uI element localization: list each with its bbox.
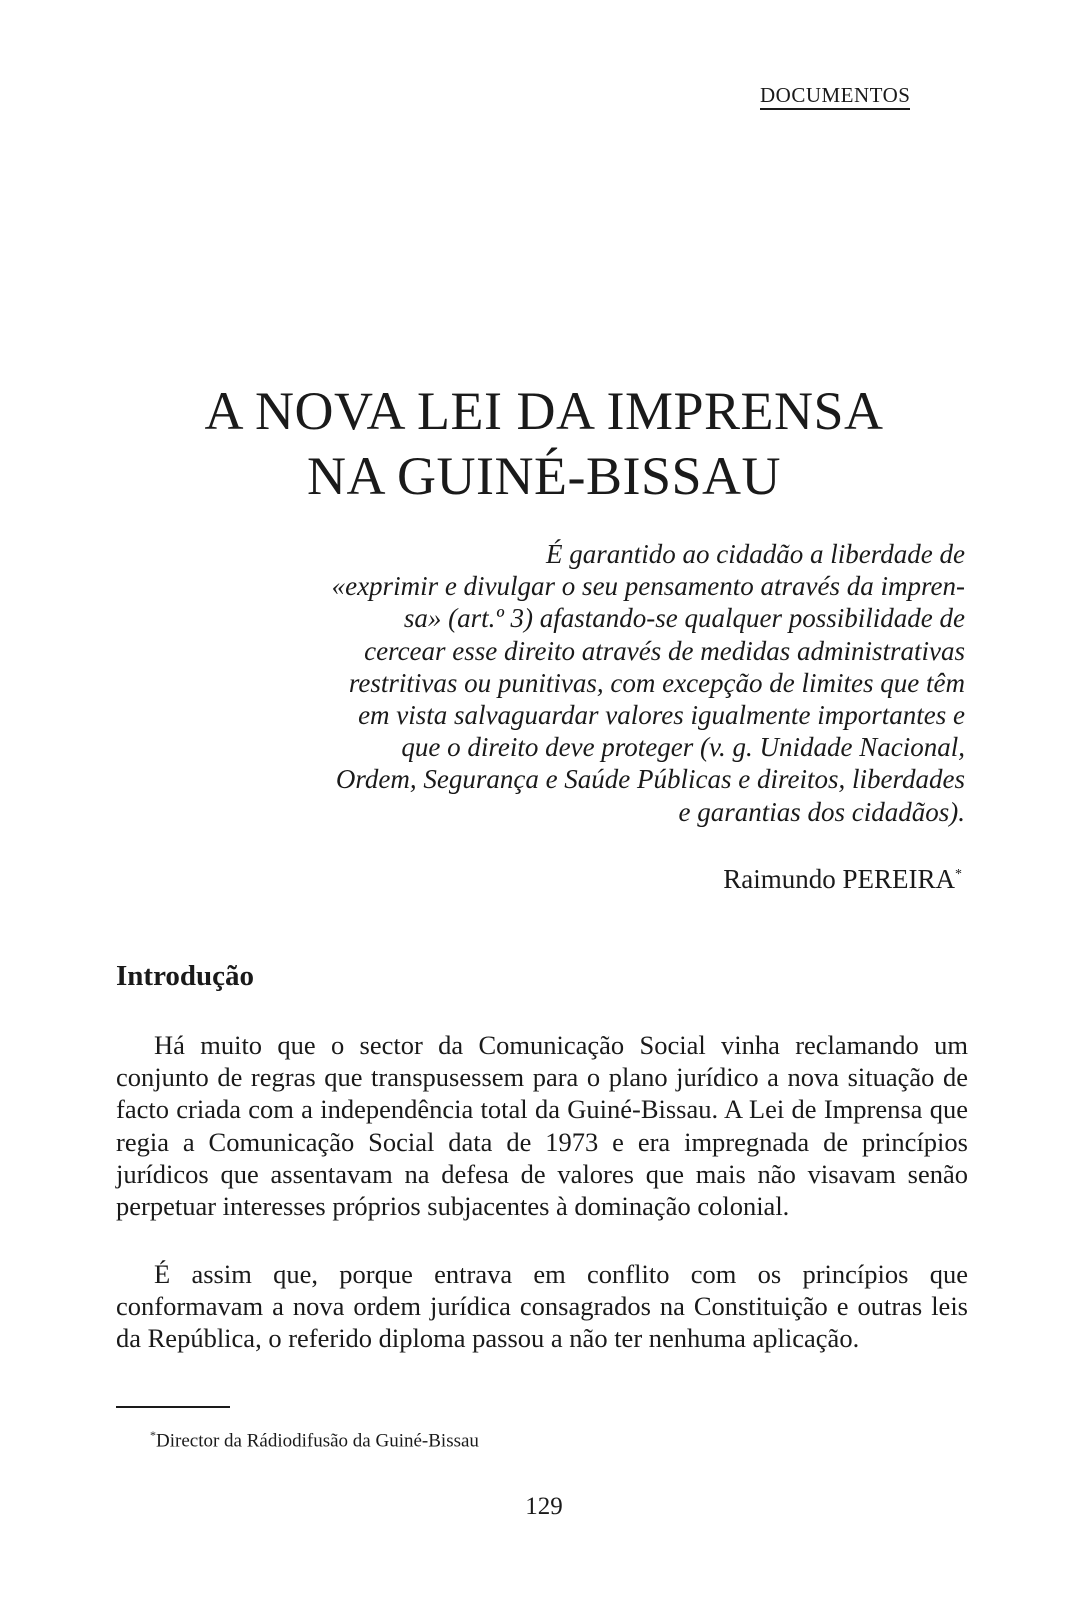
epigraph-line: em vista salvaguardar valores igualmente importantes e [358, 700, 965, 731]
article-title-line-1: A NOVA LEI DA IMPRENSA [204, 381, 884, 441]
epigraph-line: sa» (art.º 3) afastando-se qualquer possibilidade de [403, 603, 965, 634]
epigraph-line: «exprimir e divulgar o seu pensamento através da impren- [331, 571, 965, 602]
footnote-text: Director da Rádiodifusão da Guiné-Bissau [156, 1430, 479, 1452]
epigraph-line: restritivas ou punitivas, com excepção de limites que têm [348, 667, 965, 698]
author-note-mark: * [955, 867, 962, 882]
section-heading: Introdução [116, 960, 255, 992]
epigraph-line: cercear esse direito através de medidas administrativas [364, 635, 965, 666]
epigraph-line: e garantias dos cidadãos). [678, 796, 965, 827]
epigraph-line: Ordem, Segurança e Saúde Públicas e direitos, liberdades [335, 764, 965, 795]
footnote-mark: * [150, 1428, 156, 1442]
footnote [150, 1428, 479, 1452]
body-paragraph-1: Há muito que o sector da Comunicação Social vinha reclamando um conjunto de regras que transpusessem para o plano jurídico a nova situação de facto criada com a independência total da Guiné-Bissau. A Lei de Imprensa que regia a Comunicação Social data de 1973 e era impregnada de princípios jurídicos que assentavam na defesa de valores que mais não visavam senão perpetuar interesses próprios subjacentes à dominação colonial. [116, 1030, 968, 1222]
epigraph-line: que o direito deve proteger (v. g. Unidade Nacional, [401, 732, 965, 763]
epigraph-line: É garantido ao cidadão a liberdade de [546, 539, 965, 569]
author-byline [560, 864, 962, 895]
running-head-label: DOCUMENTOS [760, 83, 910, 110]
page-number: 129 [525, 1493, 563, 1520]
running-head [760, 83, 960, 110]
article-title-line-2: NA GUINÉ-BISSAU [306, 446, 781, 506]
epigraph [195, 538, 965, 828]
body-paragraph-2: É assim que, porque entrava em conflito com os princípios que conformavam a nova ordem jurídica consagrados na Constituição e outras leis da República, o referido diploma passou a não ter nenhuma aplicação. [116, 1259, 968, 1354]
footnote-divider [116, 1406, 230, 1408]
author-name: Raimundo PEREIRA [723, 864, 955, 894]
